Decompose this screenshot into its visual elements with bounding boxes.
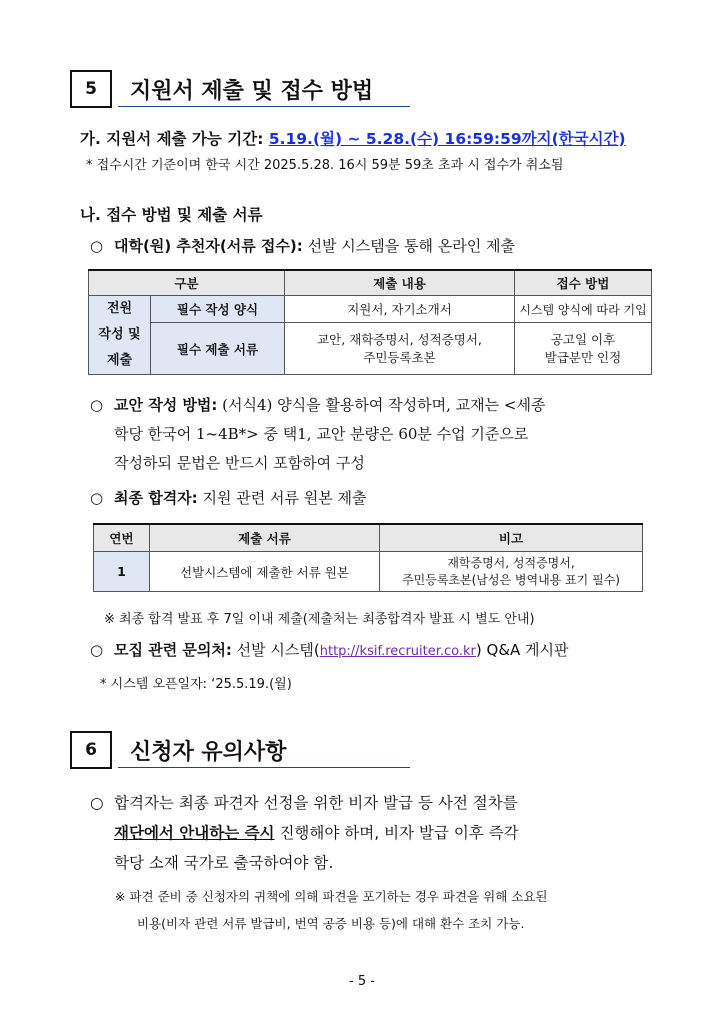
para-line: 합격자는 최종 파견자 선정을 위한 비자 발급 등 사전 절차를 [114,794,518,812]
table-cell-doc: 선발시스템에 제출한 서류 원본 [150,552,380,592]
table-header: 접수 방법 [515,270,652,296]
table-cell-method: 시스템 양식에 따라 기입 [515,296,652,323]
para-line: 학당 한국어 1~4B*> 중 택1, 교안 분량은 60분 수업 기준으로 [114,425,529,443]
section-title: 신청자 유의사항 [130,740,287,765]
emphasis-text: 재단에서 안내하는 즉시 [114,824,275,842]
section-number-box: 5 [70,70,112,108]
para-line: 진행해야 하며, 비자 발급 이후 즉각 [274,824,519,842]
sub-heading-a [80,127,626,149]
deadline-text: 5.19.(월) ~ 5.28.(수) 16:59:59까지(한국시간) [268,130,626,148]
bullet-text: ) Q&A 게시판 [475,641,569,659]
table-cell-type: 필수 제출 서류 [151,323,285,375]
bullet-lead: 모집 관련 문의처: [114,641,232,659]
cell-line: 발급분만 인정 [544,349,622,365]
para-line: 작성하되 문법은 반드시 포함하여 구성 [114,454,365,472]
cell-line: 주민등록초본 [363,349,436,365]
note-line: 비용(비자 관련 서류 발급비, 번역 공증 비용 등)에 대해 환수 조치 가능. [137,916,525,931]
final-submission-remark: ※ 최종 합격 발표 후 7일 이내 제출(제출처는 최종합격자 발표 시 별도 안내) [104,612,535,627]
table-cell-type: 필수 작성 양식 [151,296,285,323]
submission-table [88,269,652,375]
page-number: - 5 - [349,974,375,989]
table-cell-content [285,323,515,375]
circle-bullet-icon: ○ [90,237,104,255]
circle-bullet-icon: ○ [90,489,104,507]
note-line: ※ 파견 준비 중 신청자의 귀책에 의해 파견을 포기하는 경우 파견을 위해 소요된 [115,889,548,904]
circle-bullet-icon: ○ [90,641,104,659]
cell-line: 재학증명서, 성적증명서, [447,555,575,570]
bullet-lead: 대학(원) 추천자(서류 접수): [114,237,303,255]
bullet-lesson-plan [90,391,660,478]
table-cell-note [380,552,643,592]
system-open-note: * 시스템 오픈일자: ‘25.5.19.(월) [100,677,292,692]
section-title-underline [118,106,410,107]
para-line: 학당 소재 국가로 출국하여야 함. [114,854,334,872]
cell-line: 공고일 이후 [550,331,616,347]
bullet-text: 선발 시스템을 통해 온라인 제출 [307,237,516,255]
table-cell-method [515,323,652,375]
table-cell-content: 지원서, 자기소개서 [285,296,515,323]
table-header: 연번 [94,524,150,552]
category-cell [89,296,151,375]
table-header: 제출 서류 [150,524,380,552]
para-line: (서식4) 양식을 활용하여 작성하며, 교재는 <세종 [222,396,546,414]
bullet-inquiry [90,639,569,660]
sub-heading-b: 나. 접수 방법 및 제출 서류 [80,206,263,224]
category-line: 작성 및 [98,327,141,342]
category-line: 제출 [106,353,133,368]
section-number-box: 6 [70,731,112,769]
time-note: * 접수시간 기준이며 한국 시간 2025.5.28. 16시 59분 59초 초과 시 접수가 취소됨 [86,158,564,173]
bullet-text: 선발 시스템( [236,641,320,659]
refund-note [115,883,547,937]
applicant-notice-paragraph [90,788,670,878]
section-title-underline [118,767,410,768]
bullet-university-recommend [90,235,515,256]
sub-heading-a-label: 가. 지원서 제출 가능 기간: [80,130,264,148]
circle-bullet-icon: ○ [90,396,104,414]
bullet-lead: 최종 합격자: [114,489,198,507]
category-line: 전원 [106,301,133,316]
table-cell-no: 1 [94,552,150,592]
recruiter-link[interactable]: http://ksif.recruiter.co.kr [319,644,476,659]
cell-line: 교안, 재학증명서, 성적증명서, [317,331,482,347]
original-documents-table [93,523,643,592]
bullet-text: 지원 관련 서류 원본 제출 [202,489,367,507]
table-header: 구분 [89,270,285,296]
bullet-lead: 교안 작성 방법: [114,396,218,414]
section-title: 지원서 제출 및 접수 방법 [130,79,374,104]
cell-line: 주민등록초본(남성은 병역내용 표기 필수) [402,572,620,587]
circle-bullet-icon: ○ [90,794,104,812]
bullet-final-passers [90,487,366,508]
table-header: 비고 [380,524,643,552]
table-header: 제출 내용 [285,270,515,296]
